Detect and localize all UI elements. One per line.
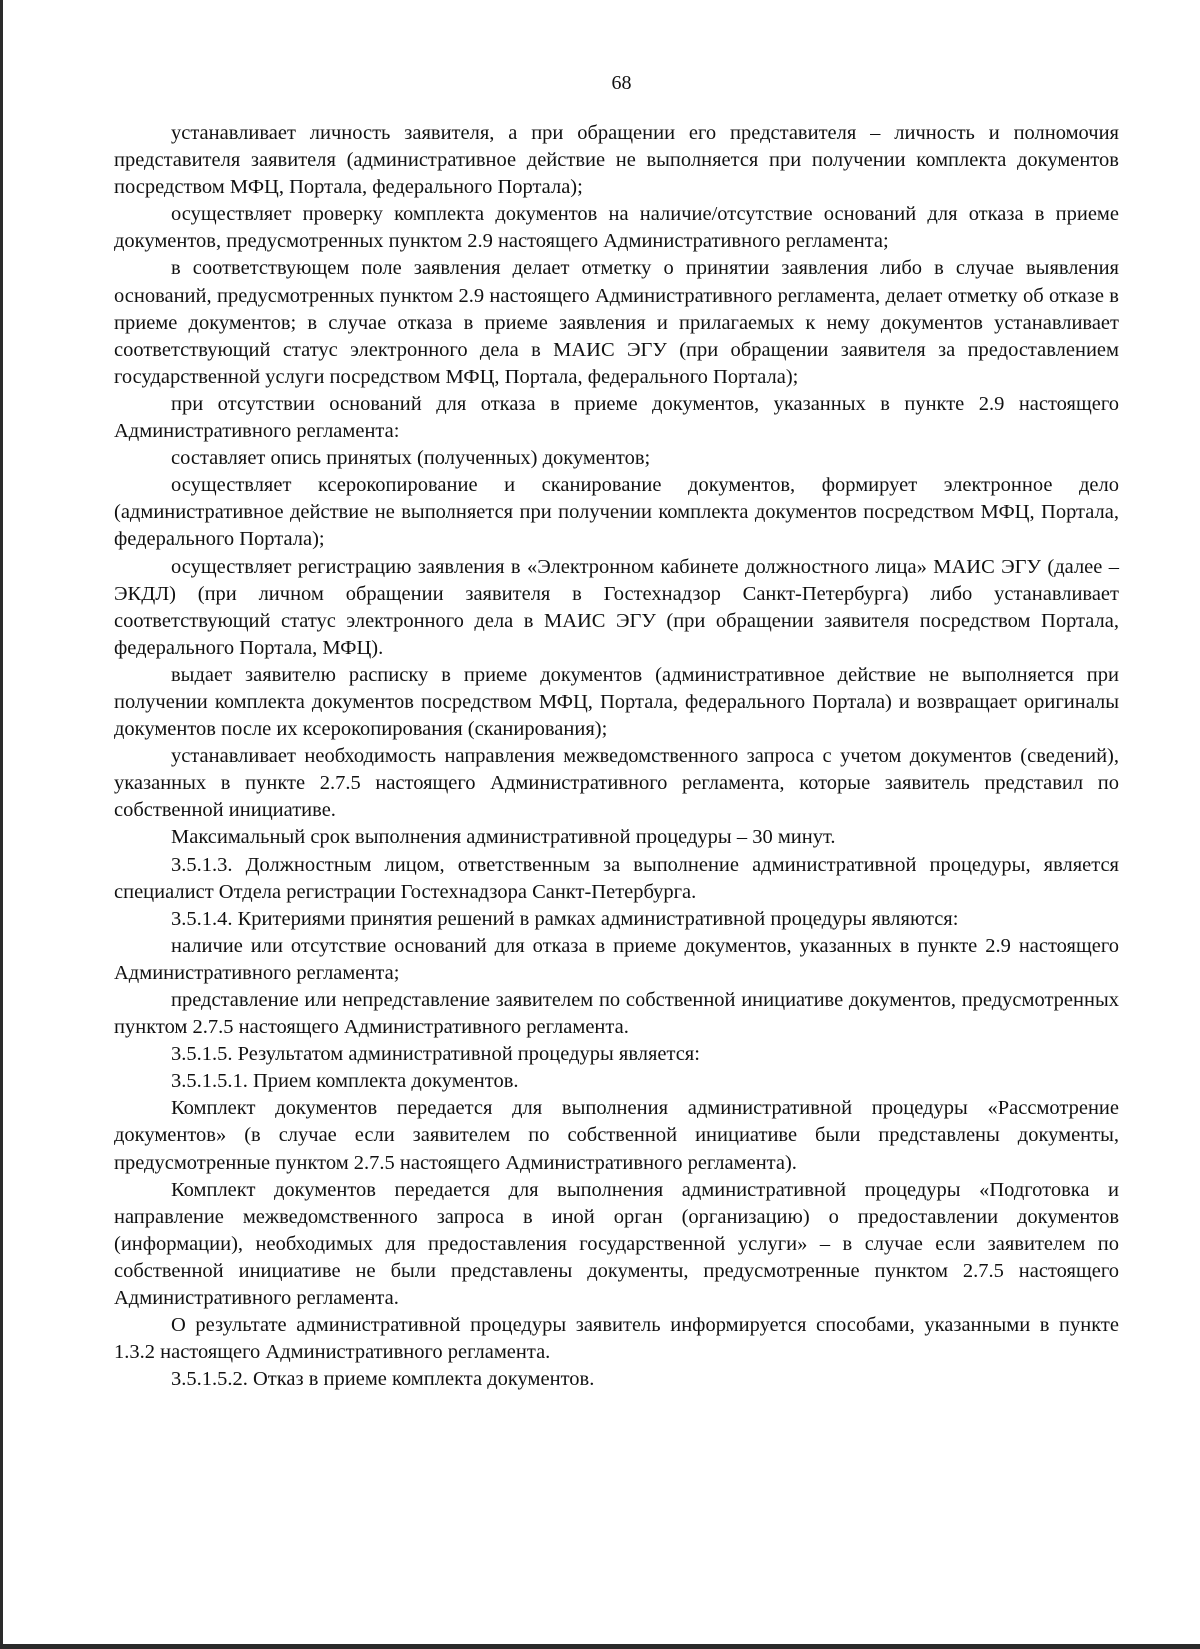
paragraph-16: 3.5.1.5.1. Прием комплекта документов. [171, 1070, 519, 1093]
document-page [114, 70, 1119, 1393]
paragraph-2: осуществляет проверку комплекта документов на наличие/отсутствие оснований для отказа в приеме документов, предусмотренных пунктом 2.9 настоящего Административного регламента; [114, 203, 1119, 253]
paragraph-10: Максимальный срок выполнения административной процедуры – 30 минут. [171, 826, 836, 849]
paragraph-6: осуществляет ксерокопирование и сканирование документов, формирует электронное дело (административное действие не выполняется при получении комплекта документов посредством МФЦ, Портала, федерального Портала); [114, 474, 1119, 551]
paragraph-13: наличие или отсутствие оснований для отказа в приеме документов, указанных в пункте 2.9 настоящего Административного регламента; [114, 934, 1119, 984]
document-body [114, 120, 1119, 1393]
paragraph-9: устанавливает необходимость направления межведомственного запроса с учетом документов (сведений), указанных в пункте 2.7.5 настоящего Административного регламента, которые заявитель представил по собственной инициативе. [114, 745, 1119, 822]
paragraph-7: осуществляет регистрацию заявления в «Электронном кабинете должностного лица» МАИС ЭГУ (далее – ЭКДЛ) (при личном обращении заявителя в Гостехнадзор Санкт-Петербурга) либо устанавливает соответствующий статус электронного дела в МАИС ЭГУ (при обращении заявителя посредством Портала, федерального Портала, МФЦ). [114, 555, 1119, 659]
paragraph-8: выдает заявителю расписку в приеме документов (административное действие не выполняется при получении комплекта документов посредством МФЦ, Портала, федерального Портала) и возвращает оригиналы документов после их ксерокопирования (сканирования); [114, 663, 1119, 741]
paragraph-14: представление или непредставление заявителем по собственной инициативе документов, предусмотренных пунктом 2.7.5 настоящего Административного регламента. [114, 989, 1119, 1039]
paragraph-18: Комплект документов передается для выполнения административной процедуры «Подготовка и направление межведомственного запроса в иной орган (организацию) о предоставлении документов (информации), необходимых для предоставления государственной услуги» – в случае если заявителем по собственной инициативе не были представлены документы, предусмотренные пунктом 2.7.5 настоящего Административного регламента. [114, 1178, 1119, 1310]
paragraph-3: в соответствующем поле заявления делает отметку о принятии заявления либо в случае выявления оснований, предусмотренных пунктом 2.9 настоящего Административного регламента, делает отметку об отказе в приеме документов; в случае отказа в приеме заявления и прилагаемых к нему документов устанавливает соответствующий статус электронного дела в МАИС ЭГУ (при обращении заявителя за предоставлением государственной услуги посредством МФЦ, Портала, федерального Портала); [114, 257, 1119, 388]
paragraph-12: 3.5.1.4. Критериями принятия решений в рамках административной процедуры являются: [171, 907, 959, 930]
paragraph-1: устанавливает личность заявителя, а при обращении его представителя – личность и полномочия представителя заявителя (административное действие не выполняется при получении комплекта документов посредством МФЦ, Портала, федерального Портала); [114, 122, 1119, 199]
paragraph-17: Комплект документов передается для выполнения административной процедуры «Рассмотрение документов» (в случае если заявителем по собственной инициативе были представлены документы, предусмотренные пунктом 2.7.5 настоящего Административного регламента). [114, 1097, 1119, 1174]
paragraph-11: 3.5.1.3. Должностным лицом, ответственным за выполнение административной процедуры, является специалист Отдела регистрации Гостехнадзора Санкт-Петербурга. [114, 853, 1119, 903]
paragraph-19: О результате административной процедуры заявитель информируется способами, указанными в пункте 1.3.2 настоящего Административного регламента. [114, 1314, 1119, 1364]
paragraph-4: при отсутствии оснований для отказа в приеме документов, указанных в пункте 2.9 настоящего Административного регламента: [114, 392, 1119, 443]
page-number: 68 [611, 72, 632, 94]
paragraph-20: 3.5.1.5.2. Отказ в приеме комплекта документов. [171, 1368, 595, 1391]
paragraph-5: составляет опись принятых (полученных) документов; [171, 447, 651, 470]
paragraph-15: 3.5.1.5. Результатом административной процедуры является: [171, 1043, 700, 1066]
scan-edge-bottom [0, 1644, 1200, 1649]
scan-edge-left [0, 0, 3, 1649]
